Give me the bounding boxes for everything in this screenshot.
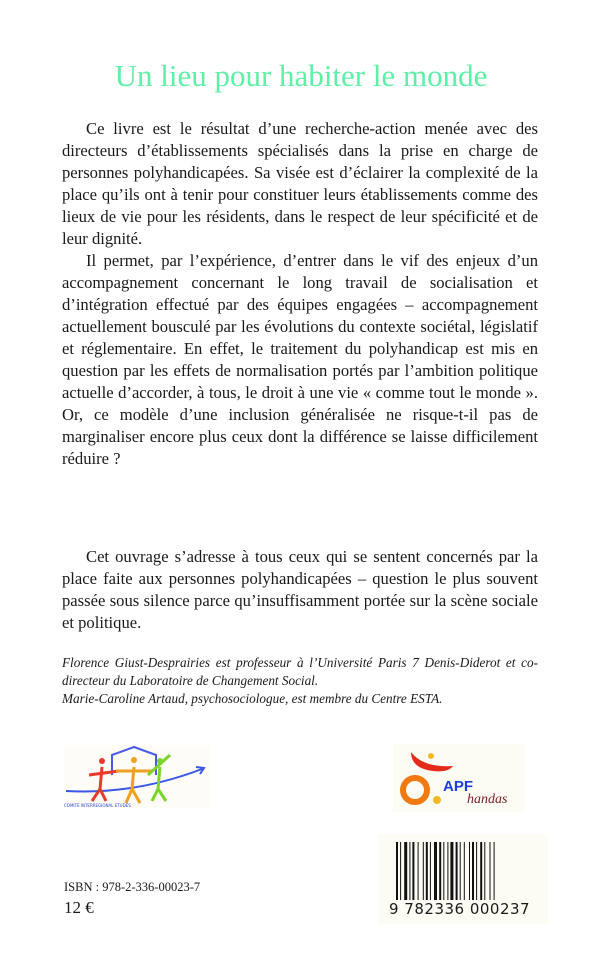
audience-paragraph: Cet ouvrage s’adresse à tous ceux qui se sentent concernés par la place faite aux personnes polyhandicapées – question le plus souvent passée sous silence parce qu’insuffisamment portée sur la scène sociale et politique.: [62, 547, 538, 632]
barcode: [378, 834, 548, 924]
audience-text: [62, 546, 538, 634]
isbn: ISBN : 978-2-336-00023-7: [64, 880, 201, 894]
apf-handas-logo: [393, 744, 525, 812]
barcode-number: 9 782336 000237: [389, 900, 531, 918]
handas-logo-text: handas: [467, 792, 508, 807]
summary-paragraph: Ce livre est le résultat d’une recherche-action menée avec des directeurs d’établissements spécialisés dans la prise en charge de personnes polyhandicapées. Sa visée est d’éclairer la complexité de la place qu’ils ont à tenir pour constituer leurs établissements comme des lieux de vie pour les résidents, dans le respect de leur spécificité et de leur dignité.: [62, 119, 538, 248]
summary-paragraph: Il permet, par l’expérience, d’entrer dans le vif des enjeux d’un accompagnement concernant le long travail de socialisation et d’intégration effectué par des équipes engagées – accompagnement actuellement bousculé par les évolutions du contexte sociétal, législatif et réglementaire. En effet, le traitement du polyhandicap est mis en question par les effets de normalisation portés par l’ambition politique actuelle d’accorder, à tous, le droit à une vie « comme tout le monde ». Or, ce modèle d’une inclusion généralisée ne risque-t-il pas de marginaliser encore plus ceux dont la différence se laisse difficilement réduire ?: [62, 251, 538, 468]
cretes-logo-caption: COMITE INTERREGIONAL ETUDES: [64, 803, 131, 808]
summary-text: [62, 118, 538, 470]
author-bio: [62, 654, 538, 708]
book-title: Un lieu pour habiter le monde: [114, 58, 488, 93]
apf-logo-text: APF: [443, 778, 473, 795]
author-bio-line: Marie-Caroline Artaud, psychosociologue, est membre du Centre ESTA.: [62, 691, 443, 706]
author-bio-line: Florence Giust-Desprairies est professeur à l’Université Paris 7 Denis-Diderot et co-directeur du Laboratoire de Changement Social.: [62, 655, 538, 688]
cretes-logo: [64, 745, 210, 809]
price: 12 €: [64, 898, 94, 917]
